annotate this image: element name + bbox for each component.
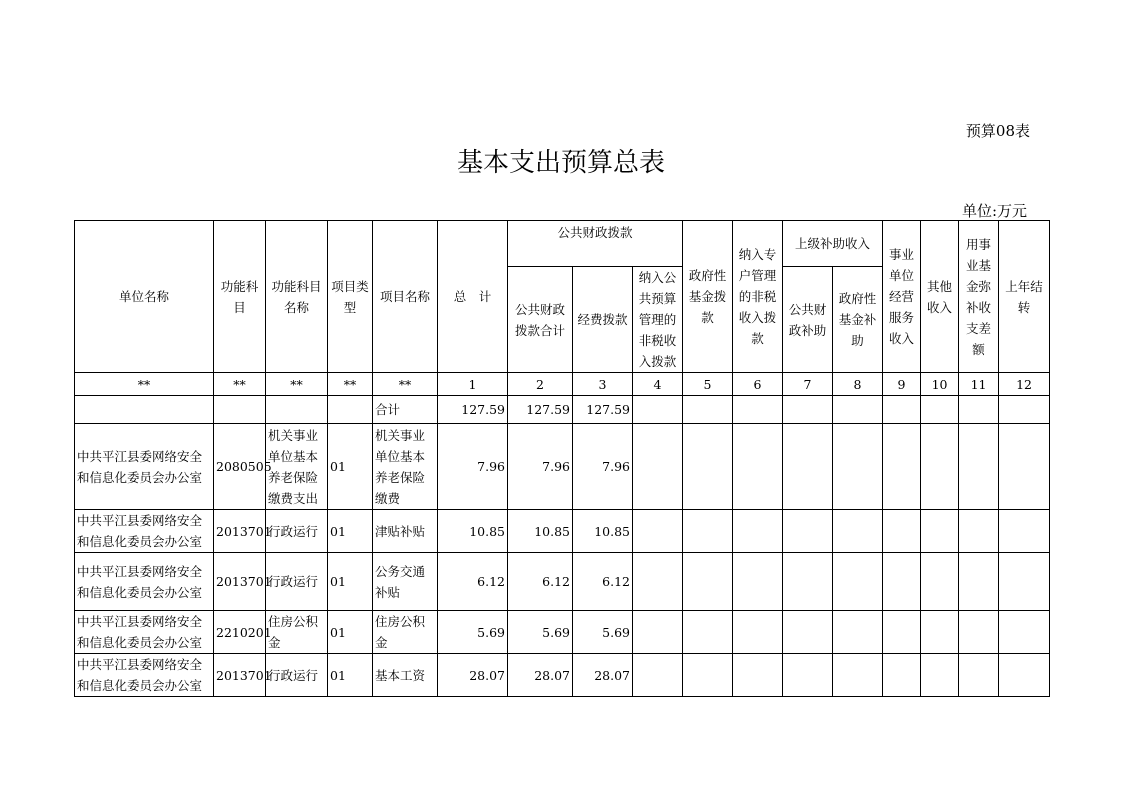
index-cell: 10 [921,373,959,396]
cell-code: 2013701 [214,510,266,553]
header-proj-type: 项目类型 [328,221,373,373]
header-hs-public: 公共财政补助 [783,267,833,373]
total-row [75,396,1050,424]
header-business-income: 事业单位经营服务收入 [883,221,921,373]
cell-func-name: 机关事业单位基本养老保险缴费支出 [266,424,328,510]
table-row [75,424,1050,510]
cell-unit: 中共平江县委网络安全和信息化委员会办公室 [75,553,214,611]
header-proj-name: 项目名称 [373,221,438,373]
cell-func-name: 住房公积金 [266,611,328,654]
index-cell: 7 [783,373,833,396]
cell-func-name: 行政运行 [266,510,328,553]
cell-pf-funds: 10.85 [573,510,633,553]
header-hs-gov-fund: 政府性基金补助 [833,267,883,373]
index-cell: 4 [633,373,683,396]
index-cell: ** [328,373,373,396]
cell-pf-funds: 5.69 [573,611,633,654]
header-higher-subsidy: 上级补助收入 [783,221,883,267]
cell-pf-funds: 7.96 [573,424,633,510]
budget-table [74,220,1050,697]
header-public-finance: 公共财政拨款 [508,221,683,267]
total-total: 127.59 [438,396,508,424]
cell-proj: 住房公积金 [373,611,438,654]
total-pf-funds: 127.59 [573,396,633,424]
cell-code: 2013701 [214,553,266,611]
cell-unit: 中共平江县委网络安全和信息化委员会办公室 [75,510,214,553]
index-cell: ** [75,373,214,396]
index-cell: 2 [508,373,573,396]
header-total: 总 计 [438,221,508,373]
total-pf-total: 127.59 [508,396,573,424]
cell-total: 10.85 [438,510,508,553]
header-unit-name: 单位名称 [75,221,214,373]
form-number: 预算08表 [965,122,1030,140]
cell-pf-total: 5.69 [508,611,573,654]
total-label: 合计 [373,396,438,424]
cell-pf-funds: 28.07 [573,654,633,697]
header-pf-nontax: 纳入公共预算管理的非税收入拨款 [633,267,683,373]
cell-pf-total: 28.07 [508,654,573,697]
index-row [75,373,1050,396]
index-cell: ** [266,373,328,396]
cell-proj: 机关事业单位基本养老保险缴费 [373,424,438,510]
index-cell: 9 [883,373,921,396]
header-other-income: 其他收入 [921,221,959,373]
cell-type: 01 [328,553,373,611]
index-cell: 1 [438,373,508,396]
cell-pf-total: 7.96 [508,424,573,510]
cell-unit: 中共平江县委网络安全和信息化委员会办公室 [75,424,214,510]
header-pf-total: 公共财政拨款合计 [508,267,573,373]
index-cell: 6 [733,373,783,396]
unit-label: 单位:万元 [961,202,1027,220]
header-fund-gap: 用事业基金弥补收支差额 [959,221,999,373]
cell-total: 28.07 [438,654,508,697]
cell-total: 5.69 [438,611,508,654]
cell-proj: 津贴补贴 [373,510,438,553]
table-row [75,553,1050,611]
table-row [75,510,1050,553]
cell-type: 01 [328,654,373,697]
cell-unit: 中共平江县委网络安全和信息化委员会办公室 [75,654,214,697]
cell-func-name: 行政运行 [266,553,328,611]
index-cell: 11 [959,373,999,396]
cell-type: 01 [328,611,373,654]
header-carryover: 上年结转 [999,221,1050,373]
table-row [75,611,1050,654]
header-func-name: 功能科目名称 [266,221,328,373]
cell-type: 01 [328,424,373,510]
header-special-nontax: 纳入专户管理的非税收入拨款 [733,221,783,373]
cell-code: 2080505 [214,424,266,510]
header-pf-funds: 经费拨款 [573,267,633,373]
cell-total: 6.12 [438,553,508,611]
index-cell: ** [214,373,266,396]
index-cell: 12 [999,373,1050,396]
header-gov-fund: 政府性基金拨款 [683,221,733,373]
cell-pf-total: 6.12 [508,553,573,611]
header-func-code: 功能科目 [214,221,266,373]
index-cell: 5 [683,373,733,396]
cell-type: 01 [328,510,373,553]
cell-pf-funds: 6.12 [573,553,633,611]
table-row [75,654,1050,697]
cell-pf-total: 10.85 [508,510,573,553]
page-title: 基本支出预算总表 [456,148,665,178]
cell-func-name: 行政运行 [266,654,328,697]
index-cell: ** [373,373,438,396]
index-cell: 3 [573,373,633,396]
cell-proj: 基本工资 [373,654,438,697]
index-cell: 8 [833,373,883,396]
cell-unit: 中共平江县委网络安全和信息化委员会办公室 [75,611,214,654]
cell-code: 2013701 [214,654,266,697]
cell-code: 2210201 [214,611,266,654]
cell-total: 7.96 [438,424,508,510]
cell-proj: 公务交通补贴 [373,553,438,611]
